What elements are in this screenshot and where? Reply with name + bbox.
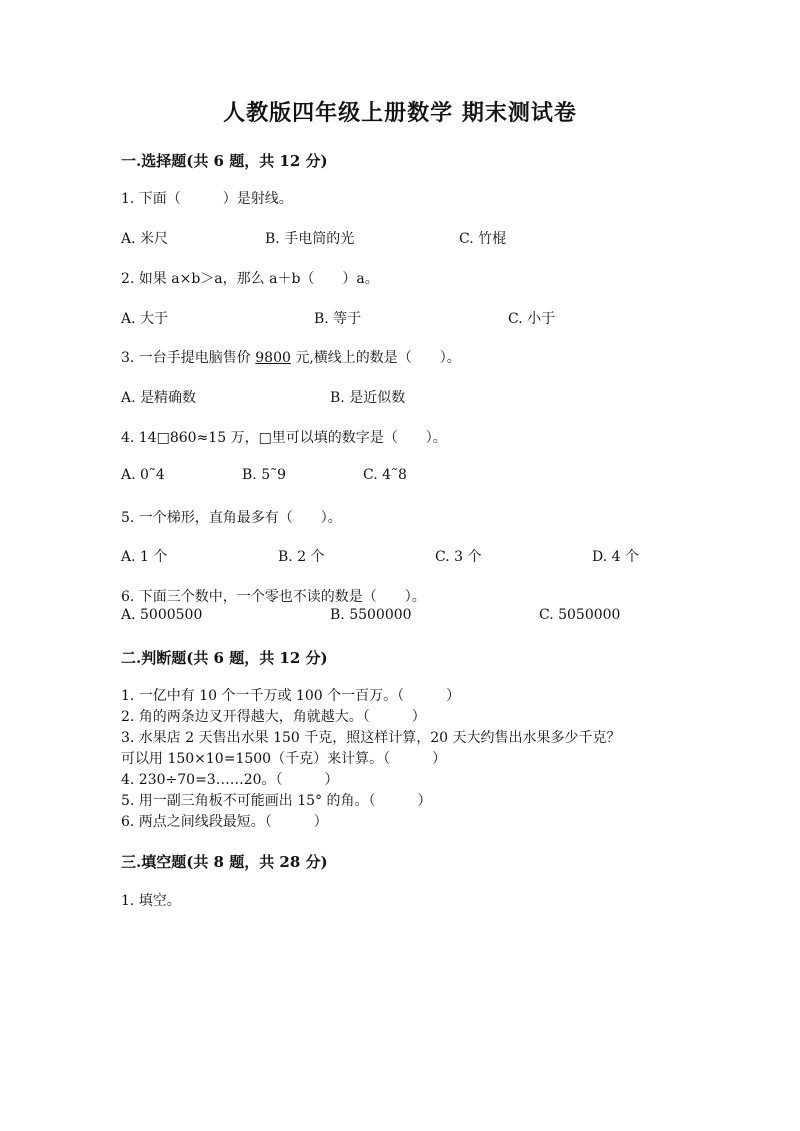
option: A. 大于 (121, 311, 169, 327)
section-heading-fill: 三.填空题(共 8 题，共 28 分) (121, 853, 328, 871)
page-title: 人教版四年级上册数学 期末测试卷 (223, 100, 577, 126)
option: A. 米尺 (121, 231, 169, 247)
question-stem: 2. 如果 a×b＞a，那么 a＋b（ ）a。 (121, 271, 379, 287)
fill-line: 1. 填空。 (121, 893, 181, 909)
option: C. 4˜8 (363, 467, 407, 483)
judge-line: 4. 230÷70=3……20。（ ） (121, 772, 339, 788)
section-heading-judge: 二.判断题(共 6 题，共 12 分) (121, 649, 328, 667)
underlined-number: 9800 (255, 350, 291, 366)
question-stem-part: 3. 一台手提电脑售价 (121, 350, 256, 366)
option: A. 1 个 (121, 549, 168, 565)
option: D. 4 个 (592, 549, 639, 565)
question-stem (121, 347, 461, 367)
option: C. 竹棍 (459, 231, 507, 247)
option: B. 等于 (314, 311, 362, 327)
question-stem: 4. 14□860≈15 万，□里可以填的数字是（ ）。 (121, 430, 447, 446)
judge-line: 2. 角的两条边叉开得越大，角就越大。（ ） (121, 709, 426, 725)
judge-line: 6. 两点之间线段最短。（ ） (121, 814, 328, 830)
option: C. 5050000 (539, 607, 621, 623)
section-heading-choice: 一.选择题(共 6 题，共 12 分) (121, 152, 328, 170)
option: A. 5000500 (121, 607, 203, 623)
judge-line: 5. 用一副三角板不可能画出 15° 的角。（ ） (121, 793, 432, 809)
option: A. 0˜4 (121, 467, 165, 483)
judge-line: 可以用 150×10=1500（千克）来计算。（ ） (121, 751, 447, 767)
question-stem: 6. 下面三个数中，一个零也不读的数是（ ）。 (121, 589, 426, 605)
option: B. 5500000 (330, 607, 412, 623)
question-stem: 5. 一个梯形，直角最多有（ ）。 (121, 510, 342, 526)
judge-line: 3. 水果店 2 天售出水果 150 千克，照这样计算，20 天大约售出水果多少千克？ (121, 730, 621, 746)
option: B. 手电筒的光 (265, 231, 355, 247)
option: B. 5˜9 (242, 467, 287, 483)
option: B. 是近似数 (330, 390, 406, 406)
option: A. 是精确数 (121, 390, 197, 406)
option: B. 2 个 (278, 549, 325, 565)
question-stem-part: 元,横线上的数是（ ）。 (290, 350, 461, 366)
judge-line: 1. 一亿中有 10 个一千万或 100 个一百万。（ ） (121, 688, 461, 704)
option: C. 小于 (508, 311, 556, 327)
question-stem: 1. 下面（ ）是射线。 (121, 191, 293, 207)
option: C. 3 个 (435, 549, 482, 565)
